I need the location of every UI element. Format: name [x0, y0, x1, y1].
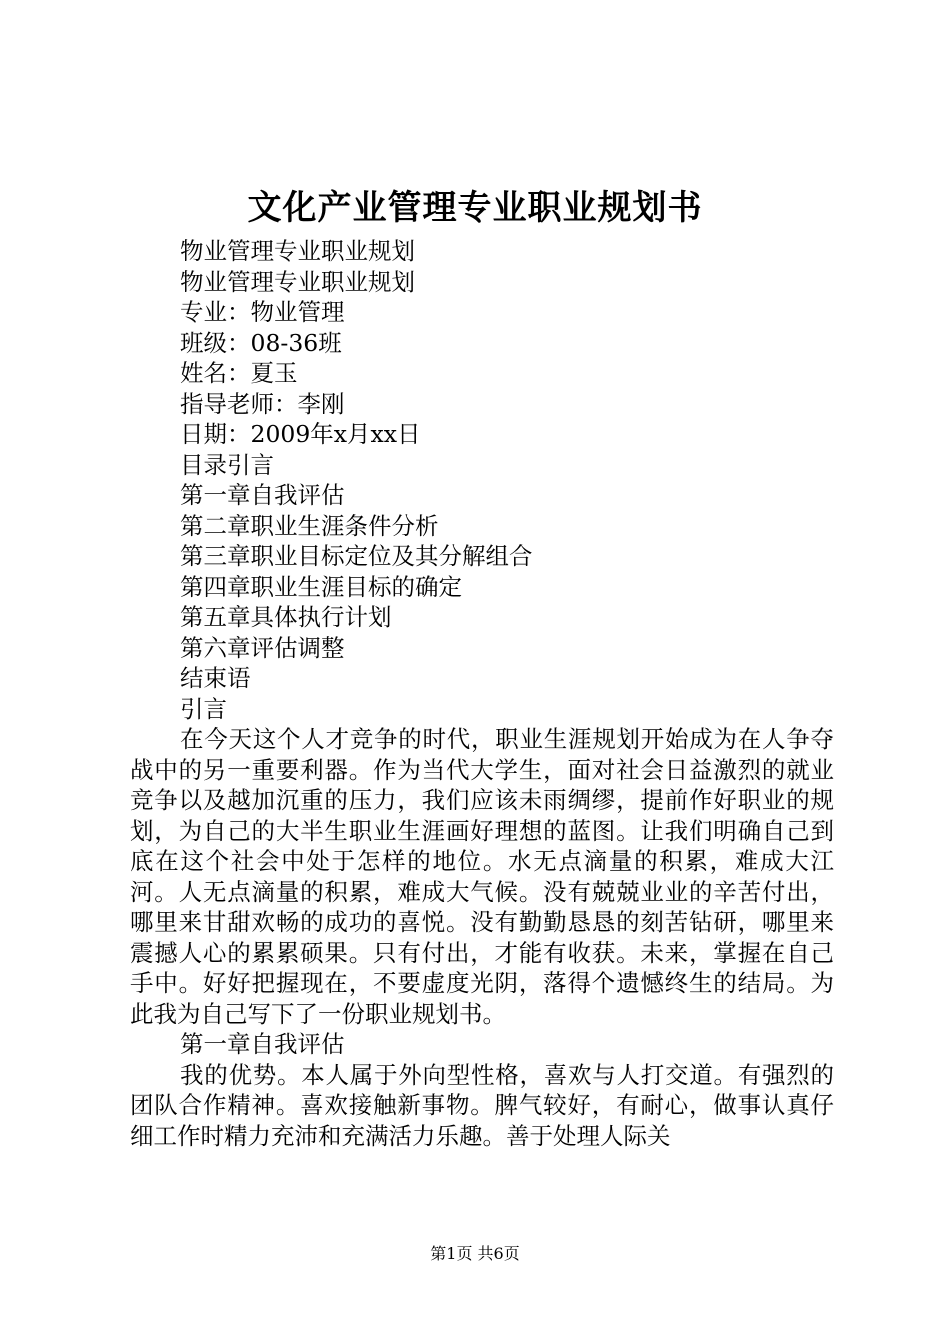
section-heading-chapter1: 第一章自我评估	[180, 1030, 345, 1058]
date-line: 日期：2009年x月xx日	[180, 420, 421, 448]
subtitle-line: 物业管理专业职业规划	[180, 267, 415, 296]
toc-item: 第一章自我评估	[180, 481, 345, 509]
toc-item: 第三章职业目标定位及其分解组合	[180, 542, 533, 570]
page-footer: 第1页 共6页	[430, 1244, 520, 1263]
subtitle-line: 物业管理专业职业规划	[180, 237, 415, 265]
toc-item: 结束语	[180, 664, 251, 692]
major-line: 专业：物业管理	[180, 298, 345, 326]
chapter1-paragraph: 我的优势。本人属于外向型性格，喜欢与人打交道。有强烈的团队合作精神。喜欢接触新事物。脾气较好，有耐心，做事认真仔细工作时精力充沛和充满活力乐趣。善于处理人际关	[130, 1060, 834, 1150]
advisor-line: 指导老师：李刚	[180, 389, 345, 418]
document-title: 文化产业管理专业职业规划书	[247, 188, 703, 228]
class-line: 班级：08-36班	[180, 328, 342, 357]
toc-item: 第六章评估调整	[180, 633, 345, 662]
toc-item: 第二章职业生涯条件分析	[180, 511, 439, 540]
section-heading-intro: 引言	[180, 694, 227, 723]
name-line: 姓名：夏玉	[180, 359, 298, 387]
intro-paragraph: 在今天这个人才竞争的时代，职业生涯规划开始成为在人争夺战中的另一重要利器。作为当代大学生，面对社会日益激烈的就业竞争以及越加沉重的压力，我们应该未雨绸缪，提前作好职业的规划，为自己的大半生职业生涯画好理想的蓝图。让我们明确自己到底在这个社会中处于怎样的地位。水无点滴量的积累，难成大江河。人无点滴量的积累，难成大气候。没有兢兢业业的辛苦付出，哪里来甘甜欢畅的成功的喜悦。没有勤勤恳恳的刻苦钻研，哪里来震撼人心的累累硕果。只有付出，才能有收获。未来，掌握在自己手中。好好把握现在，不要虚度光阴，落得个遗憾终生的结局。为此我为自己写下了一份职业规划书。	[130, 725, 834, 1028]
toc-item: 第五章具体执行计划	[180, 603, 392, 631]
toc-heading: 目录引言	[180, 450, 274, 479]
toc-item: 第四章职业生涯目标的确定	[180, 572, 462, 601]
document-body	[130, 236, 834, 1151]
